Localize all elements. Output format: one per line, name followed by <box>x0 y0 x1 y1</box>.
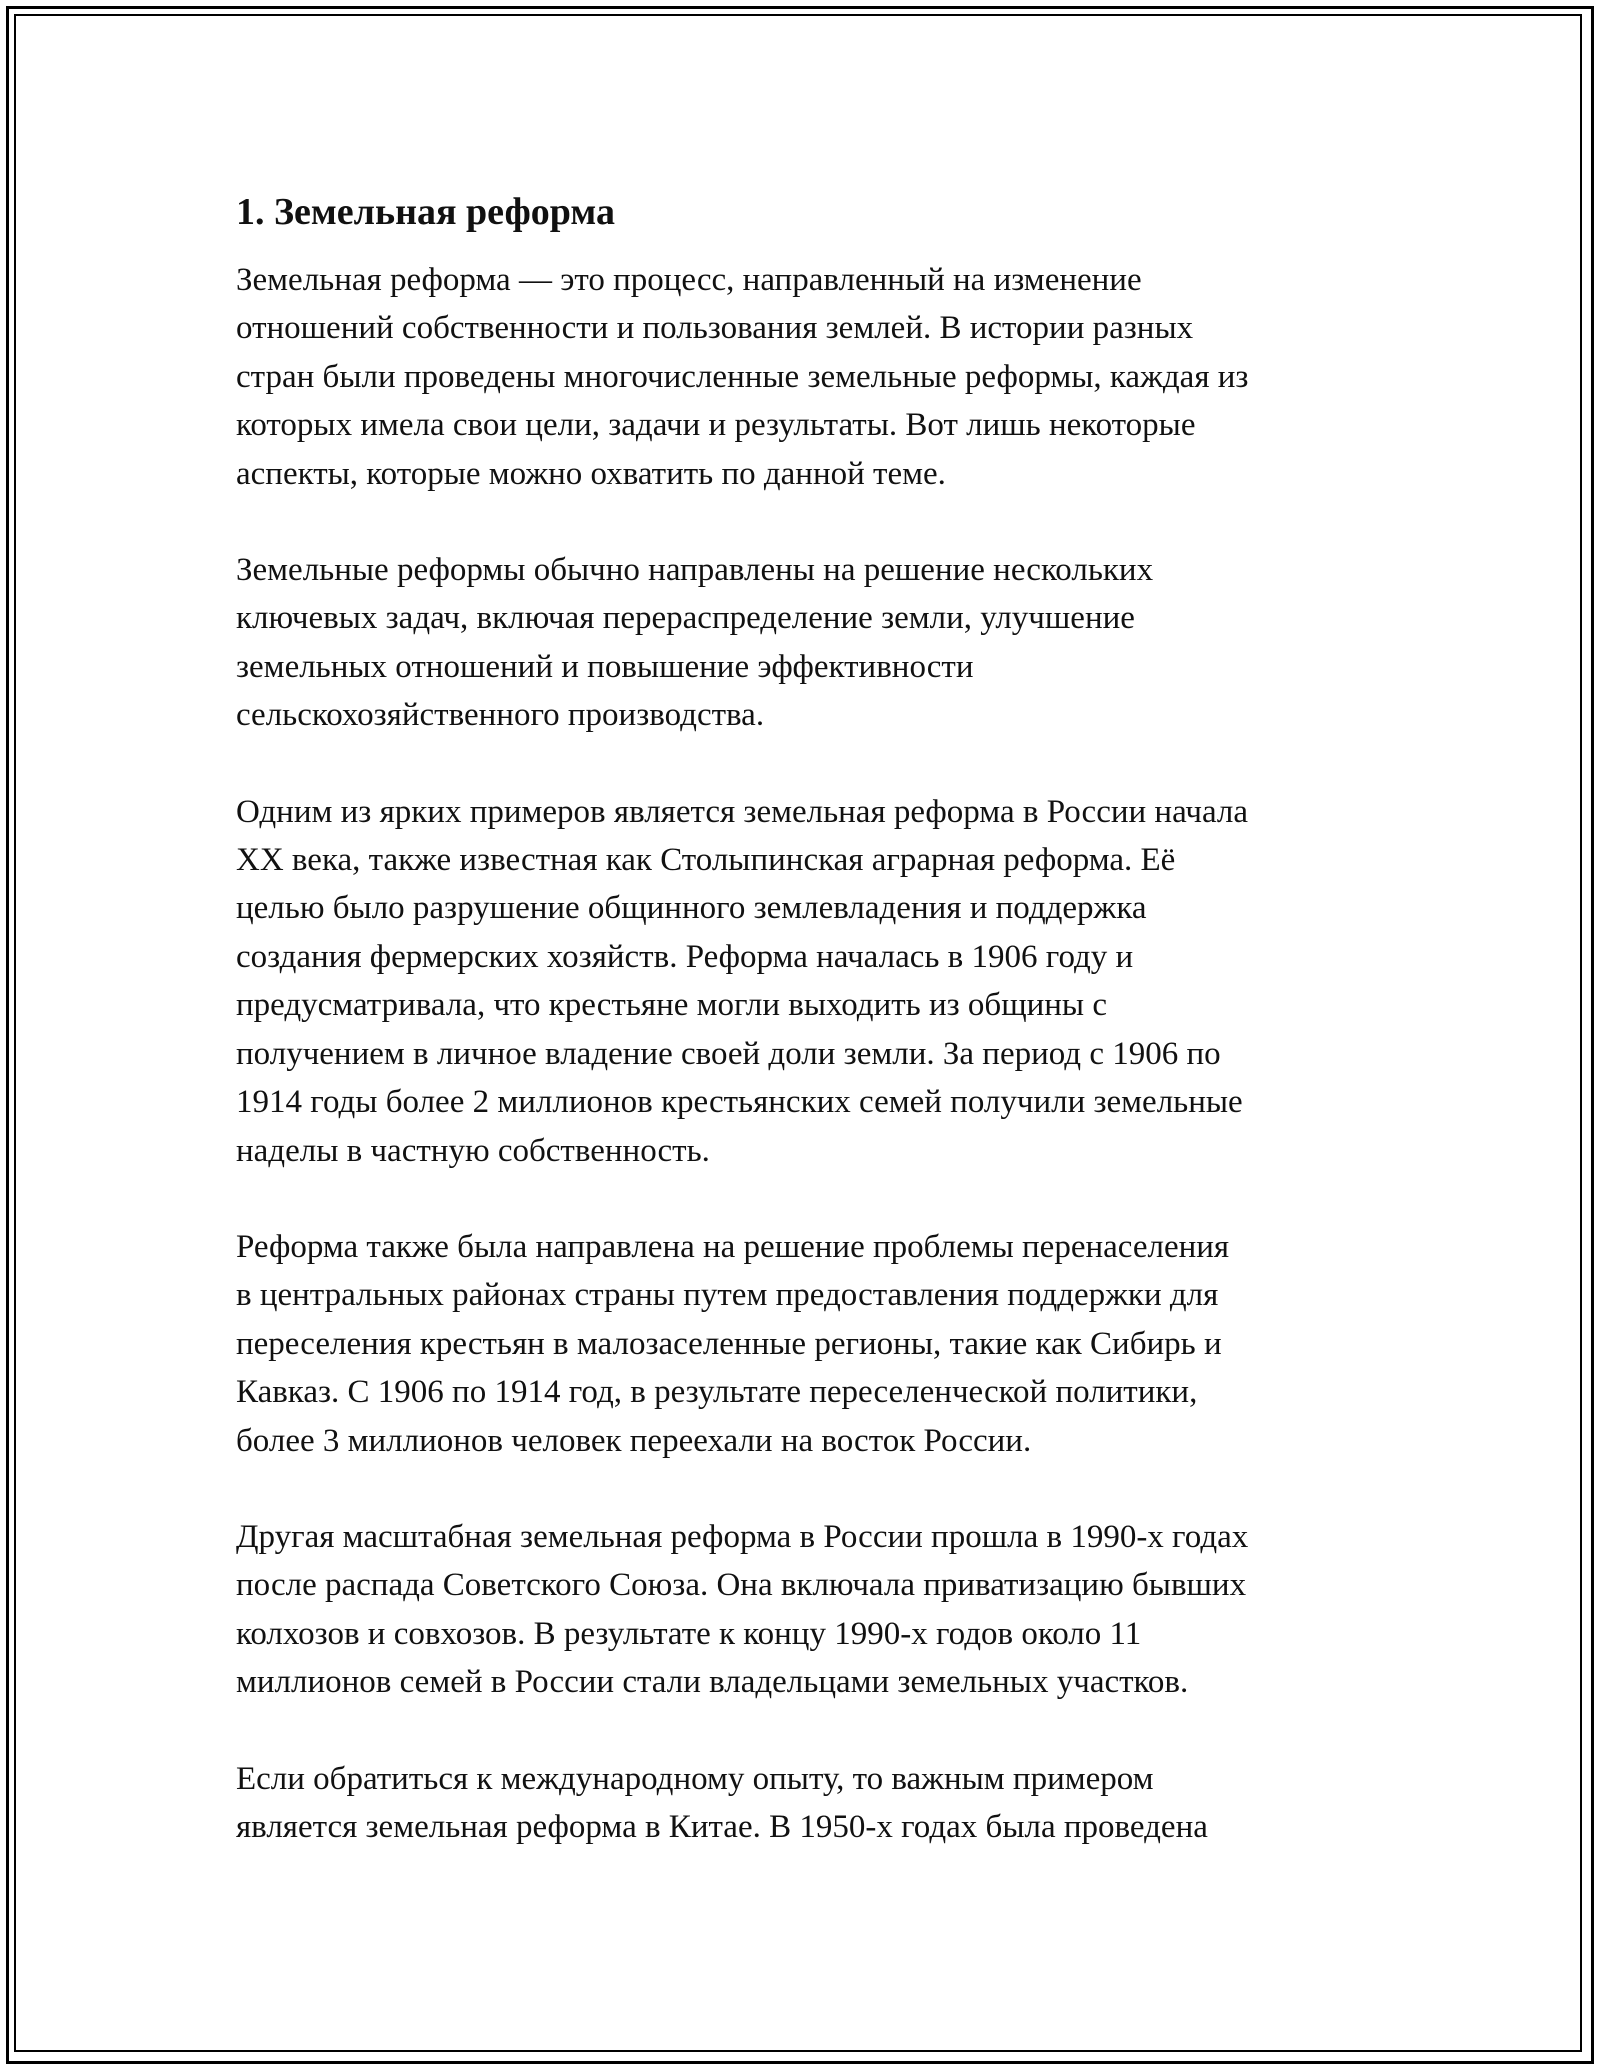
paragraph-line: 1914 годы более 2 миллионов крестьянских семей получили земельные <box>236 1084 1243 1121</box>
paragraph-line: аспекты, которые можно охватить по данной теме. <box>236 455 946 492</box>
paragraphs <box>236 256 1386 1851</box>
paragraph-1 <box>236 256 1376 498</box>
paragraph-line: Реформа также была направлена на решение проблемы перенаселения <box>236 1228 1230 1265</box>
paragraph-line: миллионов семей в России стали владельцами земельных участков. <box>236 1664 1189 1701</box>
paragraph-line: является земельная реформа в Китае. В 1950-х годах была проведена <box>236 1808 1208 1845</box>
paragraph-line: переселения крестьян в малозаселенные регионы, такие как Сибирь и <box>236 1325 1222 1362</box>
paragraph-line: получением в личное владение своей доли земли. За период с 1906 по <box>236 1035 1221 1072</box>
paragraph-3 <box>236 788 1376 1175</box>
paragraph-line: ключевых задач, включая перераспределение земли, улучшение <box>236 600 1135 637</box>
document-body <box>236 188 1386 1899</box>
paragraph-line: более 3 миллионов человек переехали на восток России. <box>236 1422 1032 1459</box>
paragraph-line: стран были проведены многочисленные земельные реформы, каждая из <box>236 358 1249 395</box>
paragraph-line: Кавказ. С 1906 по 1914 год, в результате переселенческой политики, <box>236 1374 1198 1411</box>
paragraph-line: наделы в частную собственность. <box>236 1132 710 1169</box>
paragraph-6 <box>236 1755 1376 1852</box>
paragraph-line: отношений собственности и пользования землей. В истории разных <box>236 310 1194 347</box>
paragraph-line: в центральных районах страны путем предоставления поддержки для <box>236 1277 1219 1314</box>
paragraph-line: земельных отношений и повышение эффективности <box>236 648 974 685</box>
paragraph-line: которых имела свои цели, задачи и результаты. Вот лишь некоторые <box>236 407 1196 444</box>
paragraph-4 <box>236 1223 1376 1465</box>
paragraph-5 <box>236 1513 1376 1707</box>
paragraph-line: целью было разрушение общинного землевладения и поддержка <box>236 890 1147 927</box>
paragraph-2 <box>236 546 1376 740</box>
paragraph-line: Если обратиться к международному опыту, то важным примером <box>236 1760 1154 1797</box>
paragraph-line: сельскохозяйственного производства. <box>236 697 765 734</box>
paragraph-line: после распада Советского Союза. Она включала приватизацию бывших <box>236 1567 1247 1604</box>
paragraph-line: Одним из ярких примеров является земельная реформа в России начала <box>236 793 1249 830</box>
paragraph-line: создания фермерских хозяйств. Реформа началась в 1906 году и <box>236 938 1134 975</box>
paragraph-line: предусматривала, что крестьяне могли выходить из общины с <box>236 987 1108 1024</box>
paragraph-line: Земельная реформа — это процесс, направленный на изменение <box>236 262 1142 298</box>
paragraph-line: колхозов и совхозов. В результате к концу 1990-х годов около 11 <box>236 1615 1142 1652</box>
section-heading: 1. Земельная реформа <box>236 191 615 233</box>
paragraph-line: XX века, также известная как Столыпинская аграрная реформа. Её <box>236 842 1176 879</box>
paragraph-line: Другая масштабная земельная реформа в России прошла в 1990-х годах <box>236 1518 1249 1555</box>
paragraph-line: Земельные реформы обычно направлены на решение нескольких <box>236 552 1154 589</box>
